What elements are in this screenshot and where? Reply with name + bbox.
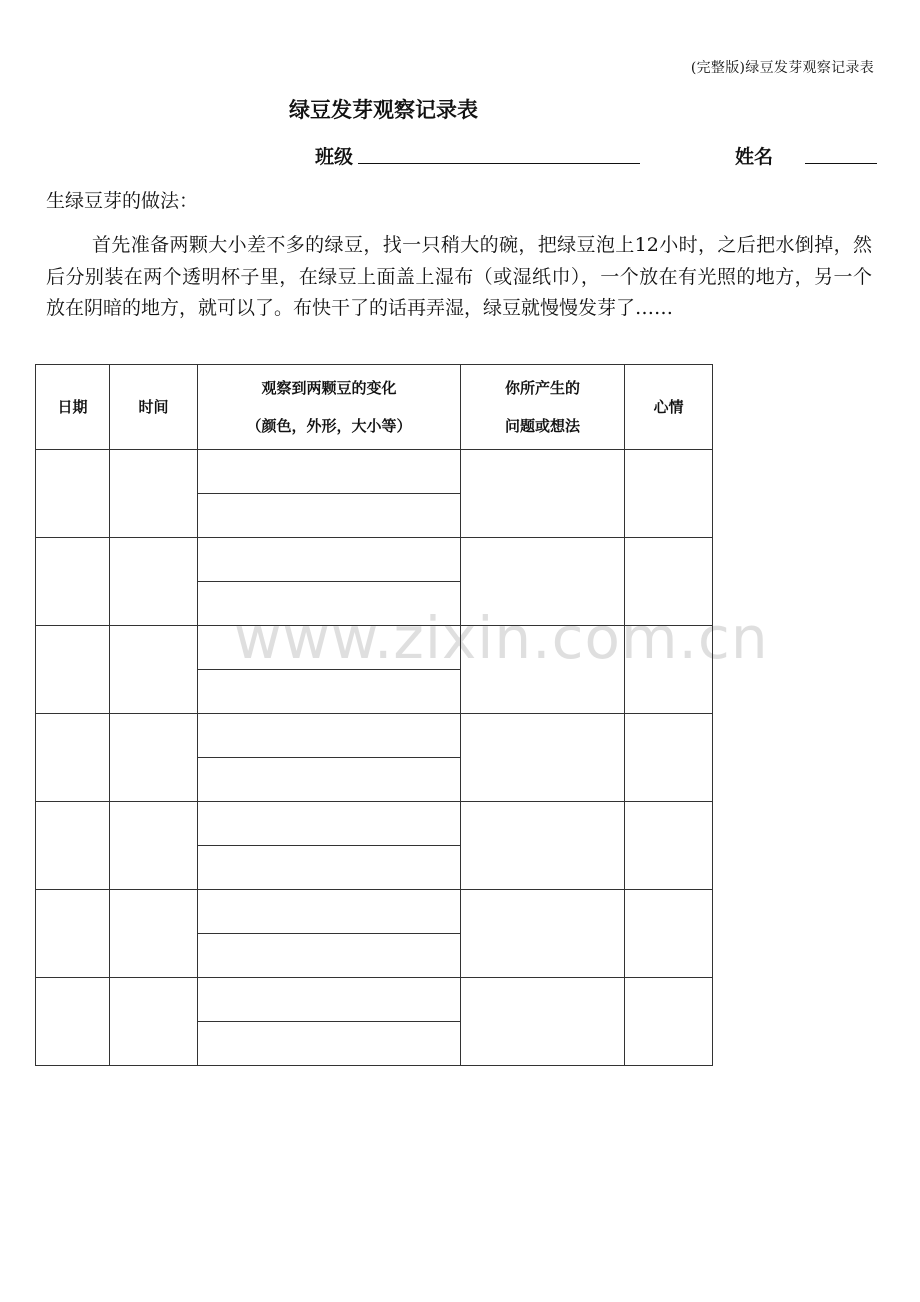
- header-question-line1: 你所产生的: [504, 379, 580, 397]
- date-cell[interactable]: [36, 626, 110, 714]
- name-label: 姓名: [735, 146, 774, 168]
- name-input-line[interactable]: [805, 163, 877, 164]
- time-cell[interactable]: [110, 538, 198, 626]
- date-cell[interactable]: [36, 890, 110, 978]
- date-cell[interactable]: [36, 538, 110, 626]
- date-cell[interactable]: [36, 802, 110, 890]
- document-header: (完整版)绿豆发芽观察记录表: [690, 60, 874, 76]
- time-cell[interactable]: [110, 978, 198, 1066]
- question-cell[interactable]: [461, 978, 625, 1066]
- header-question: [461, 365, 625, 450]
- mood-cell[interactable]: [625, 538, 713, 626]
- header-time: 时间: [110, 365, 198, 450]
- change-cell-bottom[interactable]: [198, 582, 461, 626]
- time-cell[interactable]: [110, 714, 198, 802]
- observation-table: [35, 364, 713, 1066]
- time-cell[interactable]: [110, 890, 198, 978]
- student-info-row: [0, 140, 920, 170]
- class-input-line[interactable]: [358, 163, 640, 164]
- table-body: [36, 450, 713, 1066]
- mood-cell[interactable]: [625, 450, 713, 538]
- change-cell-top[interactable]: [198, 890, 461, 934]
- change-cell-bottom[interactable]: [198, 846, 461, 890]
- header-question-line2: 问题或想法: [504, 417, 580, 435]
- table-row: [36, 450, 713, 494]
- table-row: [36, 538, 713, 582]
- change-cell-bottom[interactable]: [198, 934, 461, 978]
- time-cell[interactable]: [110, 626, 198, 714]
- watermark: www.zixin.com.cn: [234, 604, 769, 672]
- question-cell[interactable]: [461, 538, 625, 626]
- date-cell[interactable]: [36, 450, 110, 538]
- header-change: [198, 365, 461, 450]
- table-row: [36, 626, 713, 670]
- time-cell[interactable]: [110, 450, 198, 538]
- mood-cell[interactable]: [625, 978, 713, 1066]
- question-cell[interactable]: [461, 626, 625, 714]
- table-row: [36, 802, 713, 846]
- question-cell[interactable]: [461, 714, 625, 802]
- change-cell-top[interactable]: [198, 802, 461, 846]
- change-cell-bottom[interactable]: [198, 494, 461, 538]
- change-cell-bottom[interactable]: [198, 758, 461, 802]
- change-cell-bottom[interactable]: [198, 1022, 461, 1066]
- header-date: 日期: [36, 365, 110, 450]
- table-row: [36, 978, 713, 1022]
- method-heading: 生绿豆芽的做法：: [46, 190, 199, 212]
- table-header-row: [36, 365, 713, 450]
- change-cell-top[interactable]: [198, 538, 461, 582]
- table-row: [36, 890, 713, 934]
- header-change-line1: 观察到两颗豆的变化: [261, 379, 397, 397]
- question-cell[interactable]: [461, 450, 625, 538]
- change-cell-bottom[interactable]: [198, 670, 461, 714]
- time-cell[interactable]: [110, 802, 198, 890]
- mood-cell[interactable]: [625, 626, 713, 714]
- header-change-line2: （颜色，外形，大小等）: [246, 417, 412, 435]
- question-cell[interactable]: [461, 802, 625, 890]
- header-mood: 心情: [625, 365, 713, 450]
- date-cell[interactable]: [36, 714, 110, 802]
- change-cell-top[interactable]: [198, 626, 461, 670]
- change-cell-top[interactable]: [198, 978, 461, 1022]
- change-cell-top[interactable]: [198, 714, 461, 758]
- table-row: [36, 714, 713, 758]
- date-cell[interactable]: [36, 978, 110, 1066]
- mood-cell[interactable]: [625, 890, 713, 978]
- mood-cell[interactable]: [625, 714, 713, 802]
- mood-cell[interactable]: [625, 802, 713, 890]
- page-title: 绿豆发芽观察记录表: [289, 98, 478, 122]
- change-cell-top[interactable]: [198, 450, 461, 494]
- class-label: 班级: [315, 146, 354, 168]
- question-cell[interactable]: [461, 890, 625, 978]
- method-paragraph: 首先准备两颗大小差不多的绿豆，找一只稍大的碗，把绿豆泡上12小时，之后把水倒掉，然后分别装在两个透明杯子里，在绿豆上面盖上湿布（或湿纸巾），一个放在有光照的地方，另一个放在阴暗的地方，就可以了。布快干了的话再弄湿，绿豆就慢慢发芽了……: [46, 234, 872, 319]
